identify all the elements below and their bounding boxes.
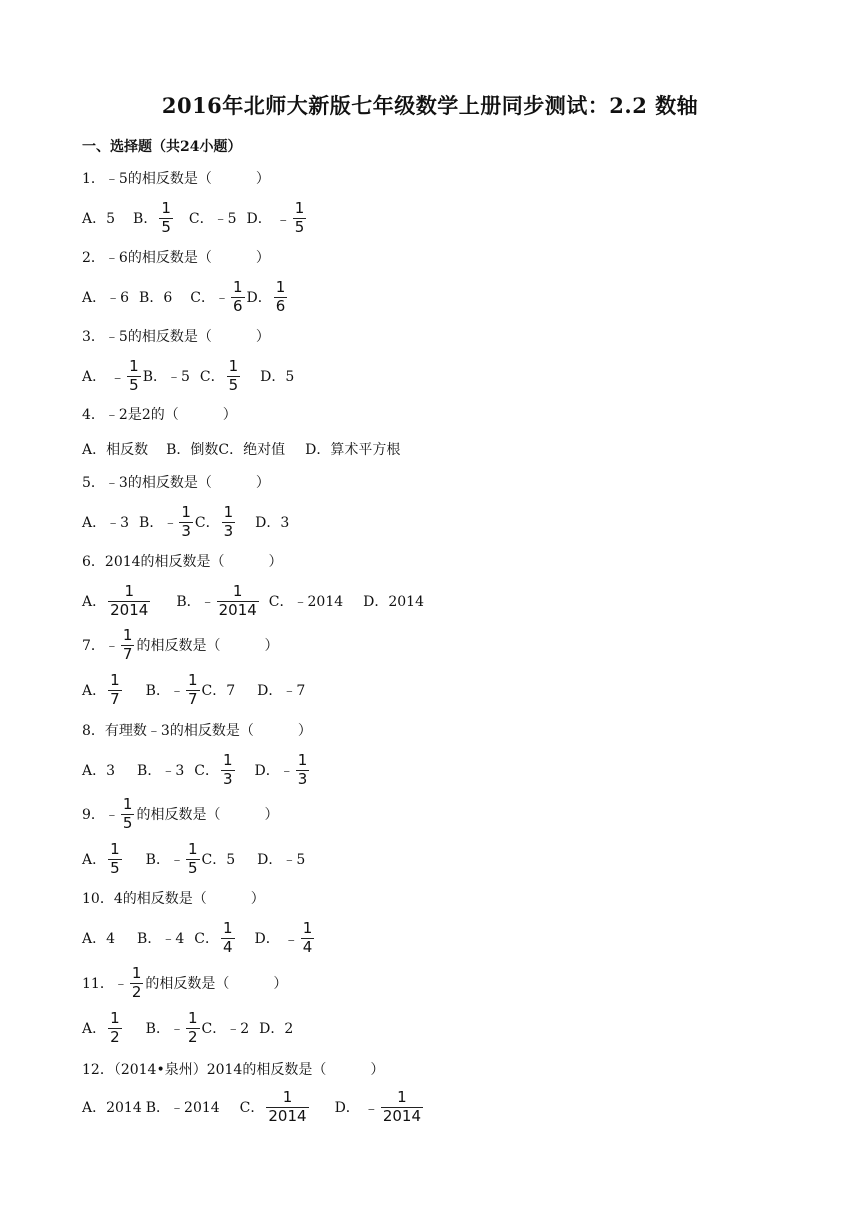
- option-b: B．: [133, 211, 158, 227]
- section-heading: 一、选择题（共24小题）: [82, 139, 242, 155]
- fraction: $\frac{1}{7}$: [122, 625, 133, 663]
- question-3-options: A． ﹣ $\frac{1}{5}$ B．﹣5 C． $\frac{1}{5}$ D．5: [82, 356, 295, 394]
- option-b: B．倒数: [166, 442, 219, 458]
- fraction: $\frac{1}{3}$: [222, 750, 233, 788]
- question-9-stem: 9．﹣ $\frac{1}{5}$ 的相反数是（ ）: [82, 794, 279, 832]
- fraction: $\frac{1}{5}$: [122, 794, 133, 832]
- fraction: $\frac{1}{2014}$: [268, 1087, 307, 1125]
- question-10-stem: 10．4的相反数是（ ）: [82, 891, 265, 907]
- option-c: C．﹣: [190, 290, 229, 306]
- option-c: C．﹣5: [188, 211, 237, 227]
- option-b: B．﹣: [145, 683, 184, 699]
- option-c: C．﹣2014: [268, 594, 344, 610]
- question-11-stem: 11．﹣ $\frac{1}{2}$ 的相反数是（ ）: [82, 963, 288, 1001]
- option-b: B．﹣3: [137, 763, 185, 779]
- question-7-options: [82, 670, 305, 710]
- question-9-options: [82, 839, 305, 879]
- option-d: D．2: [259, 1021, 294, 1037]
- option-a: A．: [82, 369, 107, 385]
- question-8-stem: 8．有理数﹣3的相反数是（ ）: [82, 723, 312, 739]
- option-b: B．﹣: [145, 1021, 184, 1037]
- question-11-options: [82, 1008, 293, 1048]
- fraction: $\frac{1}{5}$: [161, 198, 171, 236]
- option-d: D．5: [260, 369, 295, 385]
- fraction: $\frac{1}{6}$: [275, 277, 286, 315]
- option-d: D．﹣5: [257, 852, 306, 868]
- option-d: D．: [246, 211, 272, 227]
- question-2-options: [82, 277, 289, 317]
- question-1-options: A．5 B． $\frac{1}{5}$ C．﹣5 D． ﹣ $\frac{1}{5}$: [82, 198, 305, 236]
- fraction: $\frac{1}{4}$: [222, 918, 233, 956]
- option-a: A．: [82, 683, 107, 699]
- option-b: B．﹣: [145, 852, 184, 868]
- option-c: C．﹣2: [201, 1021, 250, 1037]
- question-10-options: A．4 B．﹣4 C． $\frac{1}{4}$ D． ﹣ $\frac{1}{4}$: [82, 918, 313, 956]
- fraction: $\frac{1}{6}$: [232, 277, 243, 315]
- option-c: C．绝对值: [218, 442, 286, 458]
- option-c: C．: [239, 1100, 265, 1116]
- fraction: $\frac{1}{5}$: [228, 356, 239, 394]
- fraction: $\frac{1}{2014}$: [110, 581, 149, 619]
- fraction: $\frac{1}{3}$: [223, 502, 234, 540]
- question-4-stem: 4．﹣2是2的（ ）: [82, 407, 237, 423]
- option-a: A．: [82, 852, 107, 868]
- question-1-stem: 1．﹣5的相反数是（ ）: [82, 171, 270, 187]
- option-d: D．: [334, 1100, 360, 1116]
- option-b: B．﹣4: [137, 931, 185, 947]
- question-7-stem: 7．﹣ $\frac{1}{7}$ 的相反数是（ ）: [82, 625, 279, 663]
- fraction: $\frac{1}{2}$: [187, 1008, 198, 1046]
- question-12-options: A．2014 B．﹣2014 C． $\frac{1}{2014}$ D． ﹣ $\frac{1}{2014}$: [82, 1087, 422, 1125]
- fraction: $\frac{1}{2}$: [131, 963, 142, 1001]
- fraction: $\frac{1}{2014}$: [382, 1087, 422, 1125]
- option-c: C．7: [201, 683, 236, 699]
- option-b: B．﹣: [176, 594, 215, 610]
- question-12-stem: 12．（2014•泉州）2014的相反数是（ ）: [82, 1062, 385, 1078]
- option-a: A．: [82, 1021, 107, 1037]
- option-a: A．2014: [82, 1100, 142, 1116]
- question-2-stem: 2．﹣6的相反数是（ ）: [82, 250, 270, 266]
- document-title: 2016年北师大新版七年级数学上册同步测试：2.2 数轴: [161, 93, 699, 118]
- fraction: $\frac{1}{3}$: [297, 750, 308, 788]
- option-a: A．5: [82, 211, 116, 227]
- option-d: D．2014: [363, 594, 424, 610]
- fraction: $\frac{1}{7}$: [110, 670, 120, 708]
- fraction: $\frac{1}{2014}$: [218, 581, 257, 619]
- option-a: A．3: [82, 763, 116, 779]
- option-b: B．﹣2014: [145, 1100, 220, 1116]
- option-a: A．4: [82, 931, 116, 947]
- option-d: D．: [246, 290, 272, 306]
- option-d: D．: [254, 931, 280, 947]
- fraction: $\frac{1}{3}$: [181, 502, 191, 540]
- fraction: $\frac{1}{7}$: [187, 670, 198, 708]
- option-b: B．﹣: [139, 515, 178, 531]
- option-d: D．﹣7: [257, 683, 306, 699]
- fraction: $\frac{1}{5}$: [129, 356, 139, 394]
- option-a: A．﹣3: [82, 515, 130, 531]
- option-b: B．﹣5: [142, 369, 190, 385]
- option-a: A．﹣6: [82, 290, 130, 306]
- fraction: $\frac{1}{4}$: [302, 918, 313, 956]
- fraction: $\frac{1}{5}$: [294, 198, 305, 236]
- option-d: D．3: [255, 515, 290, 531]
- option-c: C．: [199, 369, 225, 385]
- fraction: $\frac{1}{2}$: [110, 1008, 120, 1046]
- option-c: C．5: [201, 852, 236, 868]
- fraction: $\frac{1}{5}$: [187, 839, 198, 877]
- question-5-options: [82, 502, 289, 542]
- option-c: C．: [194, 931, 219, 947]
- question-5-stem: 5．﹣3的相反数是（ ）: [82, 475, 270, 491]
- question-8-options: [82, 750, 311, 790]
- question-6-stem: 6．2014的相反数是（ ）: [82, 554, 283, 570]
- question-3-stem: 3．﹣5的相反数是（ ）: [82, 329, 270, 345]
- option-a: A．: [82, 594, 107, 610]
- option-d: D．算术平方根: [305, 442, 401, 458]
- option-c: C．: [194, 763, 219, 779]
- option-b: B．6: [139, 290, 173, 306]
- fraction: $\frac{1}{5}$: [110, 839, 120, 877]
- option-a: A．相反数: [82, 442, 149, 458]
- option-d: D．﹣: [254, 763, 294, 779]
- option-c: C．: [194, 515, 220, 531]
- question-6-options: [82, 581, 424, 621]
